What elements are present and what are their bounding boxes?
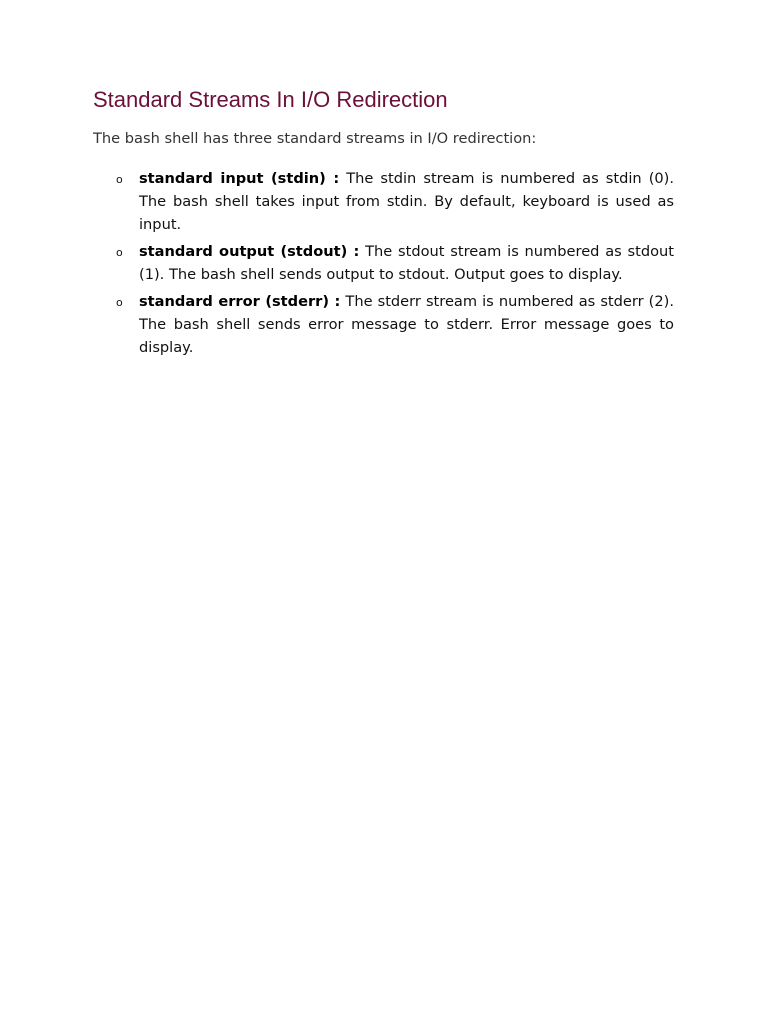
list-item-stdout — [93, 240, 674, 286]
term-stdout: standard output (stdout) : — [139, 243, 360, 260]
document-page — [93, 86, 674, 363]
term-stdin: standard input (stdin) : — [139, 170, 340, 187]
page-title: Standard Streams In I/O Redirection — [93, 87, 448, 112]
term-stderr: standard error (stderr) : — [139, 293, 341, 310]
streams-list — [93, 167, 674, 359]
bullet-icon: o — [116, 173, 123, 186]
list-item-stdin — [93, 167, 674, 236]
list-item-stderr — [93, 290, 674, 359]
description-stdout: The stdout stream is numbered as stdout (1). The bash shell sends output to stdout. Output goes to display. — [139, 243, 674, 283]
bullet-icon: o — [116, 246, 123, 259]
intro-paragraph: The bash shell has three standard streams in I/O redirection: — [93, 130, 537, 147]
description-stderr: The stderr stream is numbered as stderr (2). The bash shell sends error message to stderr. Error message goes to display. — [139, 293, 674, 356]
description-stdin: The stdin stream is numbered as stdin (0). The bash shell takes input from stdin. By default, keyboard is used as input. — [139, 170, 675, 233]
bullet-icon: o — [116, 296, 123, 309]
